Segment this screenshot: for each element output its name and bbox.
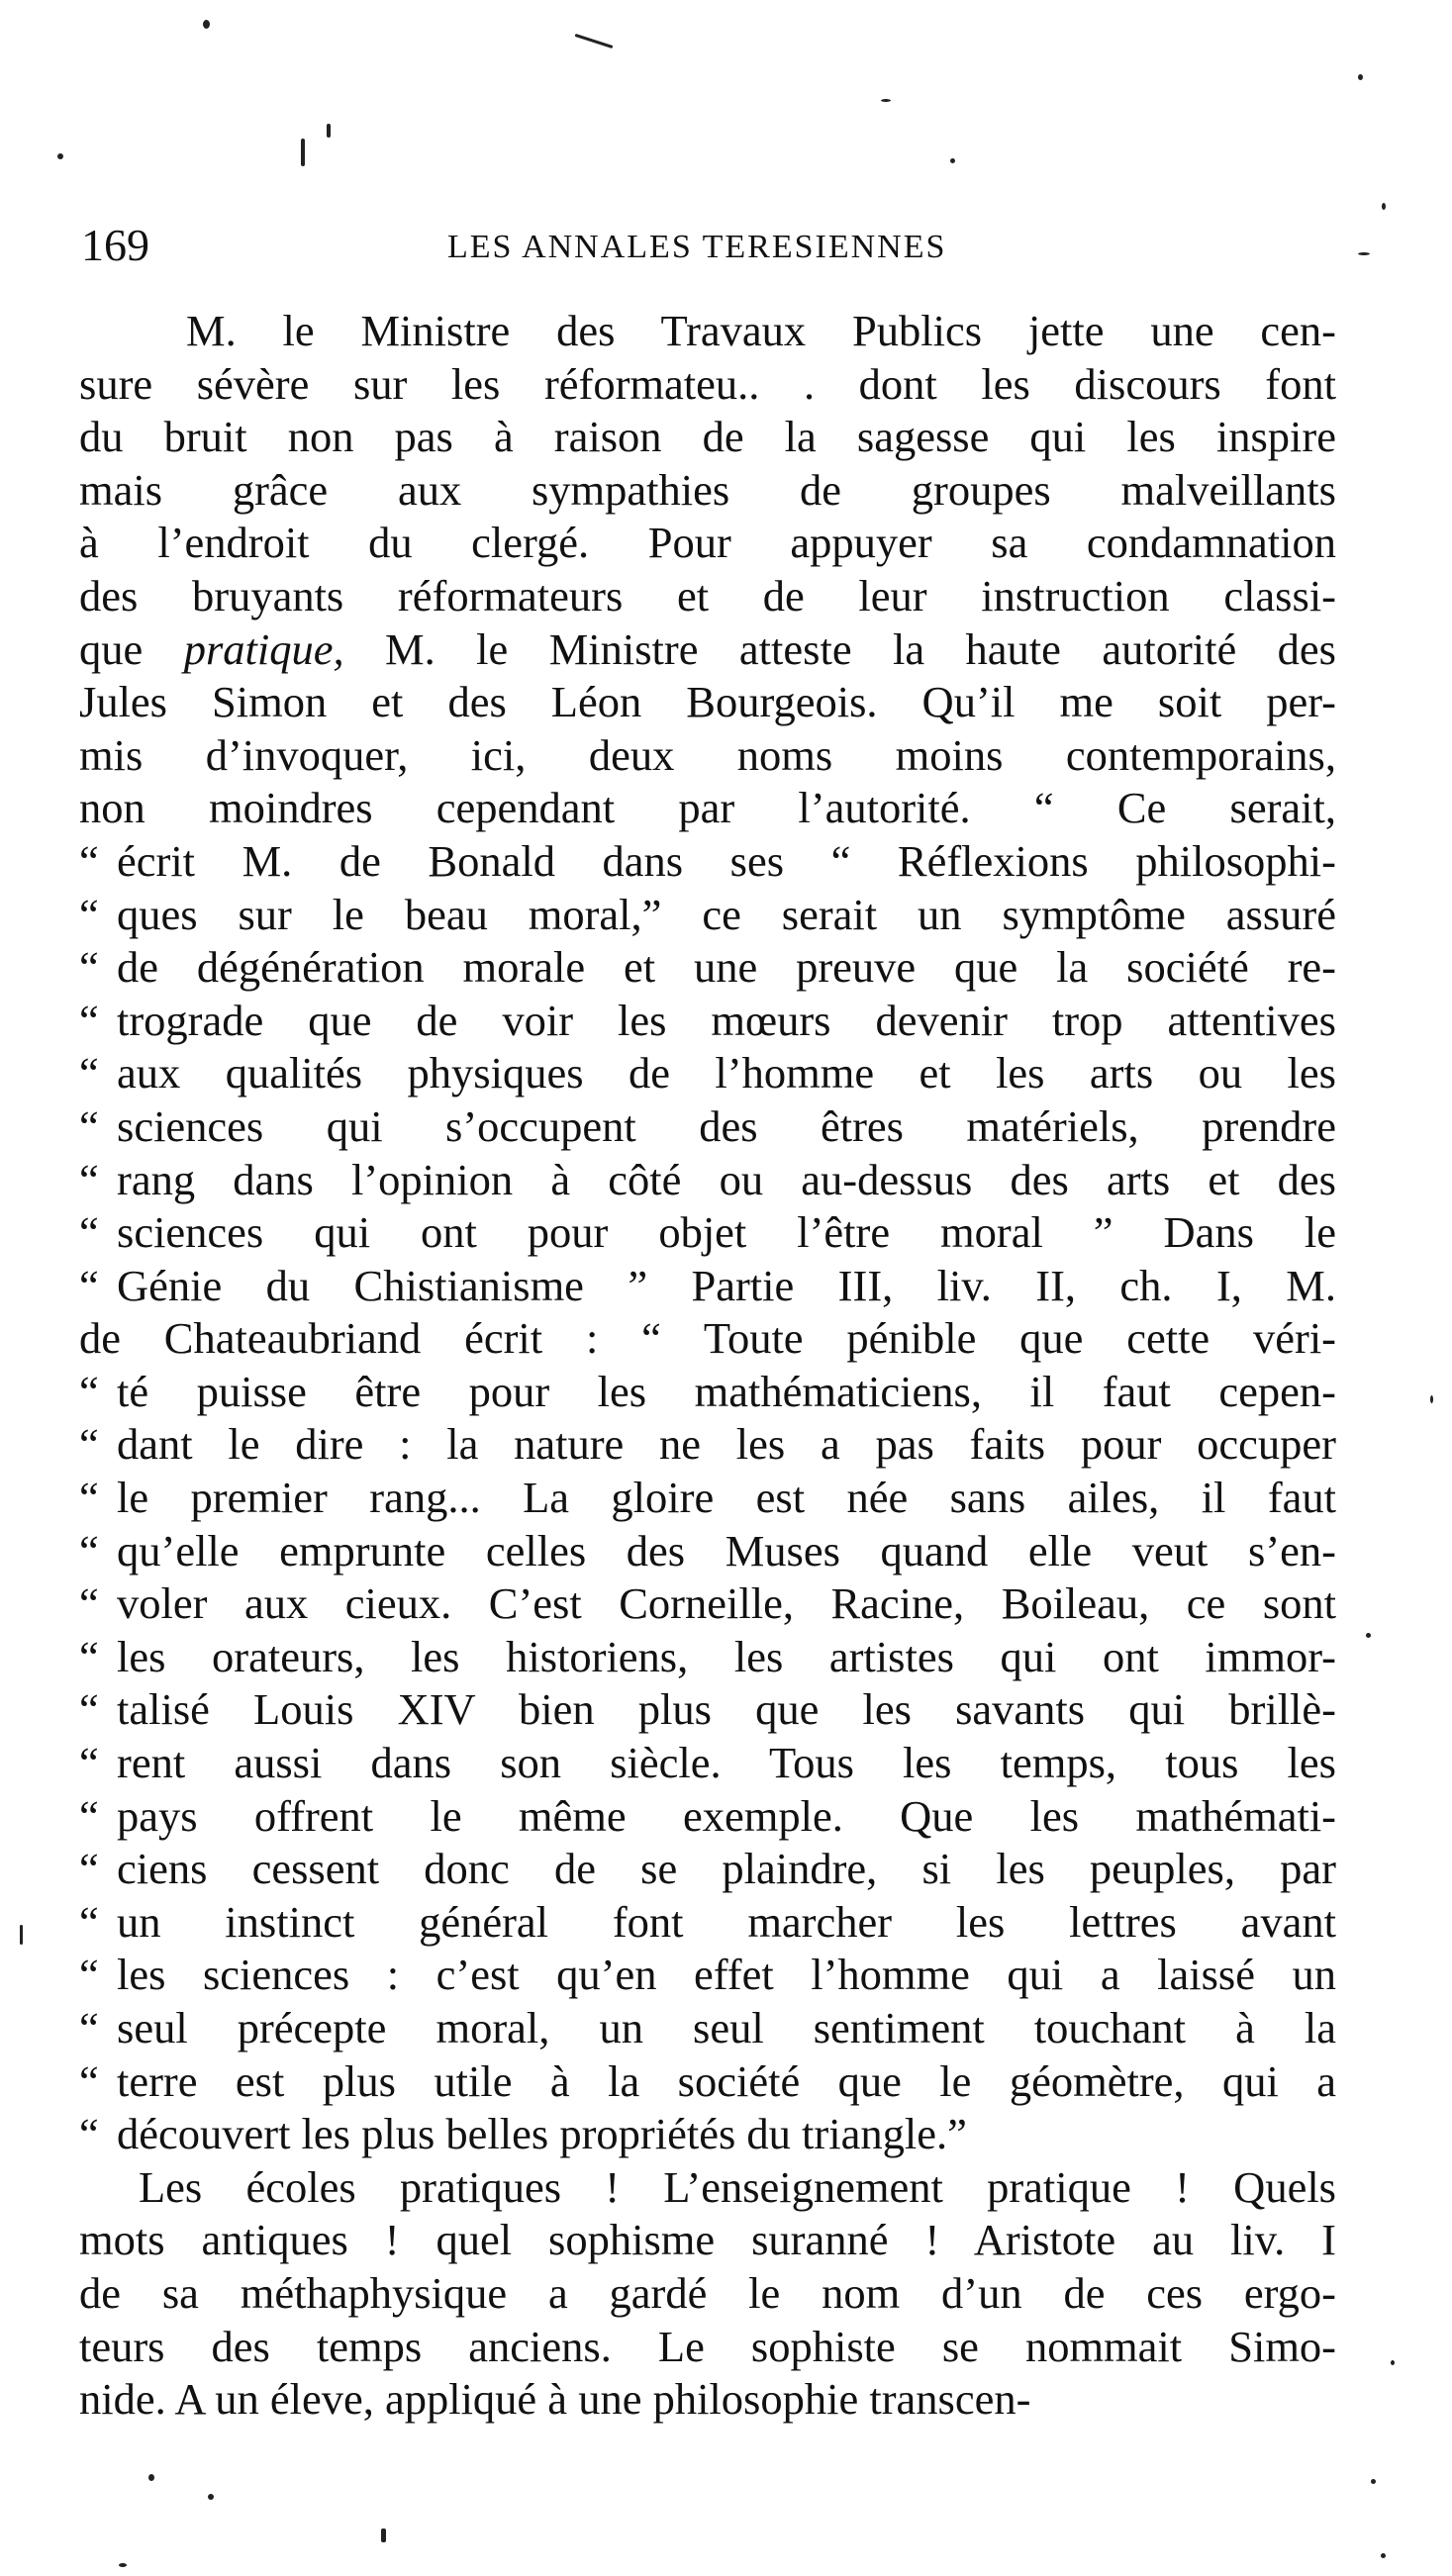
quote-mark: “	[79, 1578, 99, 1629]
line-text: mis d’invoquer, ici, deux noms moins contemporains,	[79, 729, 1336, 780]
italic-word: pratique,	[183, 623, 344, 674]
line-text: de dégénération morale et une preuve que la société re-	[117, 942, 1336, 993]
text-line	[79, 1525, 1336, 1578]
quote-mark: “	[79, 1260, 99, 1310]
line-text: écrit M. de Bonald dans ses “ Réflexions philosophi-	[117, 835, 1336, 886]
page-header	[81, 216, 1336, 275]
line-text: teurs des temps anciens. Le sophiste se nommait Simo-	[79, 2321, 1336, 2371]
text-line	[79, 676, 1336, 729]
line-text: que	[79, 623, 184, 674]
scan-speck	[1430, 1395, 1433, 1403]
text-line	[79, 2161, 1336, 2215]
quote-mark: “	[79, 1738, 99, 1788]
text-line	[79, 1472, 1336, 1525]
text-line	[79, 1790, 1336, 1844]
text-line	[79, 570, 1336, 623]
text-line	[79, 305, 1336, 358]
line-text: un instinct général font marcher les lettres avant	[117, 1896, 1336, 1947]
text-line	[79, 2267, 1336, 2321]
text-line	[79, 1154, 1336, 1207]
running-head: LES ANNALES TERESIENNES	[447, 229, 947, 265]
quote-mark: “	[79, 889, 99, 939]
text-line	[79, 729, 1336, 783]
text-line	[79, 1100, 1336, 1154]
quote-mark: “	[79, 1844, 99, 1894]
text-line	[79, 1896, 1336, 1950]
quote-mark: “	[79, 1790, 99, 1841]
text-line	[79, 2002, 1336, 2055]
text-line	[79, 1737, 1336, 1790]
line-text: les sciences : c’est qu’en effet l’homme qui a laissé un	[117, 1950, 1336, 2000]
line-text: qu’elle emprunte celles des Muses quand elle veut s’en-	[117, 1525, 1336, 1575]
quote-mark: “	[79, 1154, 99, 1204]
line-text: dant le dire : la nature ne les a pas faits pour occuper	[117, 1419, 1336, 1470]
text-line	[79, 2373, 1336, 2427]
scan-speck	[148, 2474, 154, 2481]
line-text: pays offrent le même exemple. Que les mathémati-	[117, 1790, 1336, 1841]
quote-mark: “	[79, 942, 99, 993]
text-line	[79, 2108, 1336, 2161]
text-line	[79, 1418, 1336, 1472]
text-line	[79, 1206, 1336, 1260]
line-text: des bruyants réformateurs et de leur instruction classi-	[79, 570, 1336, 620]
line-text: terre est plus utile à la société que le géomètre, qui a	[117, 2055, 1336, 2106]
page-number: 169	[81, 220, 149, 270]
text-line	[79, 411, 1336, 464]
quote-mark: “	[79, 1896, 99, 1947]
scan-speck	[327, 124, 331, 138]
quote-mark: “	[79, 1419, 99, 1470]
line-text: rang dans l’opinion à côté ou au-dessus des arts et des	[117, 1154, 1336, 1204]
line-text: à l’endroit du clergé. Pour appuyer sa condamnation	[79, 518, 1336, 568]
line-text: découvert les plus belles propriétés du triangle.”	[117, 2109, 967, 2159]
quote-mark: “	[79, 2055, 99, 2106]
line-text: voler aux cieux. C’est Corneille, Racine, Boileau, ce sont	[117, 1578, 1336, 1629]
line-text: Les écoles pratiques ! L’enseignement pratique ! Quels	[139, 2161, 1336, 2212]
text-line	[79, 1260, 1336, 1313]
quote-mark: “	[79, 1048, 99, 1098]
line-text: de Chateaubriand écrit : “ Toute pénible que cette véri-	[79, 1313, 1336, 1364]
line-text: de sa méthaphysique a gardé le nom d’un de ces ergo-	[79, 2267, 1336, 2318]
paragraph	[79, 305, 1336, 2161]
scan-speck	[1358, 74, 1363, 80]
line-text: M. le Ministre des Travaux Publics jette une cen-	[186, 306, 1336, 355]
scan-speck	[119, 2563, 127, 2567]
text-line	[79, 782, 1336, 835]
quote-mark: “	[79, 1100, 99, 1151]
quote-mark: “	[79, 835, 99, 886]
line-text: talisé Louis XIV bien plus que les savants qui brillè-	[117, 1684, 1336, 1735]
quote-mark: “	[79, 1631, 99, 1681]
scan-speck	[381, 2528, 386, 2542]
line-text: non moindres cependant par l’autorité. “ Ce serait,	[79, 783, 1336, 833]
line-text: trograde que de voir les mœurs devenir trop attentives	[117, 995, 1336, 1045]
text-line	[79, 1631, 1336, 1684]
scan-speck	[1382, 203, 1386, 210]
text-line	[79, 2321, 1336, 2374]
text-line	[79, 1577, 1336, 1631]
text-line	[79, 358, 1336, 412]
line-text: sure sévère sur les réformateu.. . dont les discours font	[79, 358, 1336, 409]
text-line	[79, 1843, 1336, 1896]
text-line	[79, 464, 1336, 518]
line-text: le premier rang... La gloire est née sans ailes, il faut	[117, 1473, 1336, 1523]
scan-speck	[57, 153, 63, 159]
scan-speck	[301, 139, 305, 166]
scan-speck	[203, 20, 210, 29]
body-text	[79, 305, 1336, 2427]
text-line	[79, 1683, 1336, 1737]
scan-speck	[1371, 2479, 1376, 2484]
quote-mark: “	[79, 995, 99, 1045]
line-text: sciences qui ont pour objet l’être moral ” Dans le	[117, 1207, 1336, 1258]
quote-mark: “	[79, 2003, 99, 2052]
line-text: mots antiques ! quel sophisme suranné ! Aristote au liv. I	[79, 2215, 1336, 2265]
quote-mark: “	[79, 2109, 99, 2159]
scan-speck	[950, 158, 955, 163]
line-text: les orateurs, les historiens, les artistes qui ont immor-	[117, 1631, 1336, 1681]
line-text: Jules Simon et des Léon Bourgeois. Qu’il me soit per-	[79, 677, 1336, 727]
quote-mark: “	[79, 1207, 99, 1258]
scan-speck	[881, 99, 891, 102]
scan-speck	[20, 1925, 23, 1945]
quote-mark: “	[79, 1950, 99, 2000]
text-line	[79, 1366, 1336, 1419]
line-text: té puisse être pour les mathématiciens, il faut cepen-	[117, 1366, 1336, 1416]
scan-speck	[1366, 1633, 1371, 1638]
line-text: seul précepte moral, un seul sentiment touchant à la	[117, 2003, 1336, 2052]
text-line	[79, 623, 1336, 677]
text-line	[79, 835, 1336, 889]
line-text: ques sur le beau moral,” ce serait un symptôme assuré	[117, 889, 1336, 939]
text-line	[79, 2055, 1336, 2109]
quote-mark: “	[79, 1684, 99, 1735]
scan-speck	[1391, 2360, 1395, 2365]
line-text: rent aussi dans son siècle. Tous les temps, tous les	[117, 1738, 1336, 1788]
quote-mark: “	[79, 1366, 99, 1416]
text-line	[79, 1312, 1336, 1366]
text-line	[79, 1949, 1336, 2002]
line-text: nide. A un éleve, appliqué à une philosophie transcen-	[79, 2374, 1031, 2425]
scan-speck	[1358, 252, 1370, 255]
scan-speck	[208, 2494, 214, 2500]
paragraph	[79, 2161, 1336, 2427]
text-line	[79, 889, 1336, 942]
line-text: aux qualités physiques de l’homme et les arts ou les	[117, 1048, 1336, 1098]
scan-speck	[575, 34, 614, 48]
scan-speck	[1381, 2553, 1386, 2558]
text-line	[79, 2214, 1336, 2267]
text-line	[79, 941, 1336, 995]
quote-mark: “	[79, 1473, 99, 1523]
text-line	[79, 1047, 1336, 1100]
quote-mark: “	[79, 1525, 99, 1575]
text-line	[79, 995, 1336, 1048]
line-text: Génie du Chistianisme ” Partie III, liv. II, ch. I, M.	[117, 1260, 1336, 1310]
line-text: ciens cessent donc de se plaindre, si les peuples, par	[117, 1844, 1336, 1894]
line-text: du bruit non pas à raison de la sagesse qui les inspire	[79, 412, 1336, 462]
text-line	[79, 517, 1336, 570]
line-text: mais grâce aux sympathies de groupes malveillants	[79, 464, 1336, 515]
line-text: M. le Ministre atteste la haute autorité des	[343, 623, 1336, 674]
line-text: sciences qui s’occupent des êtres matériels, prendre	[117, 1100, 1336, 1151]
